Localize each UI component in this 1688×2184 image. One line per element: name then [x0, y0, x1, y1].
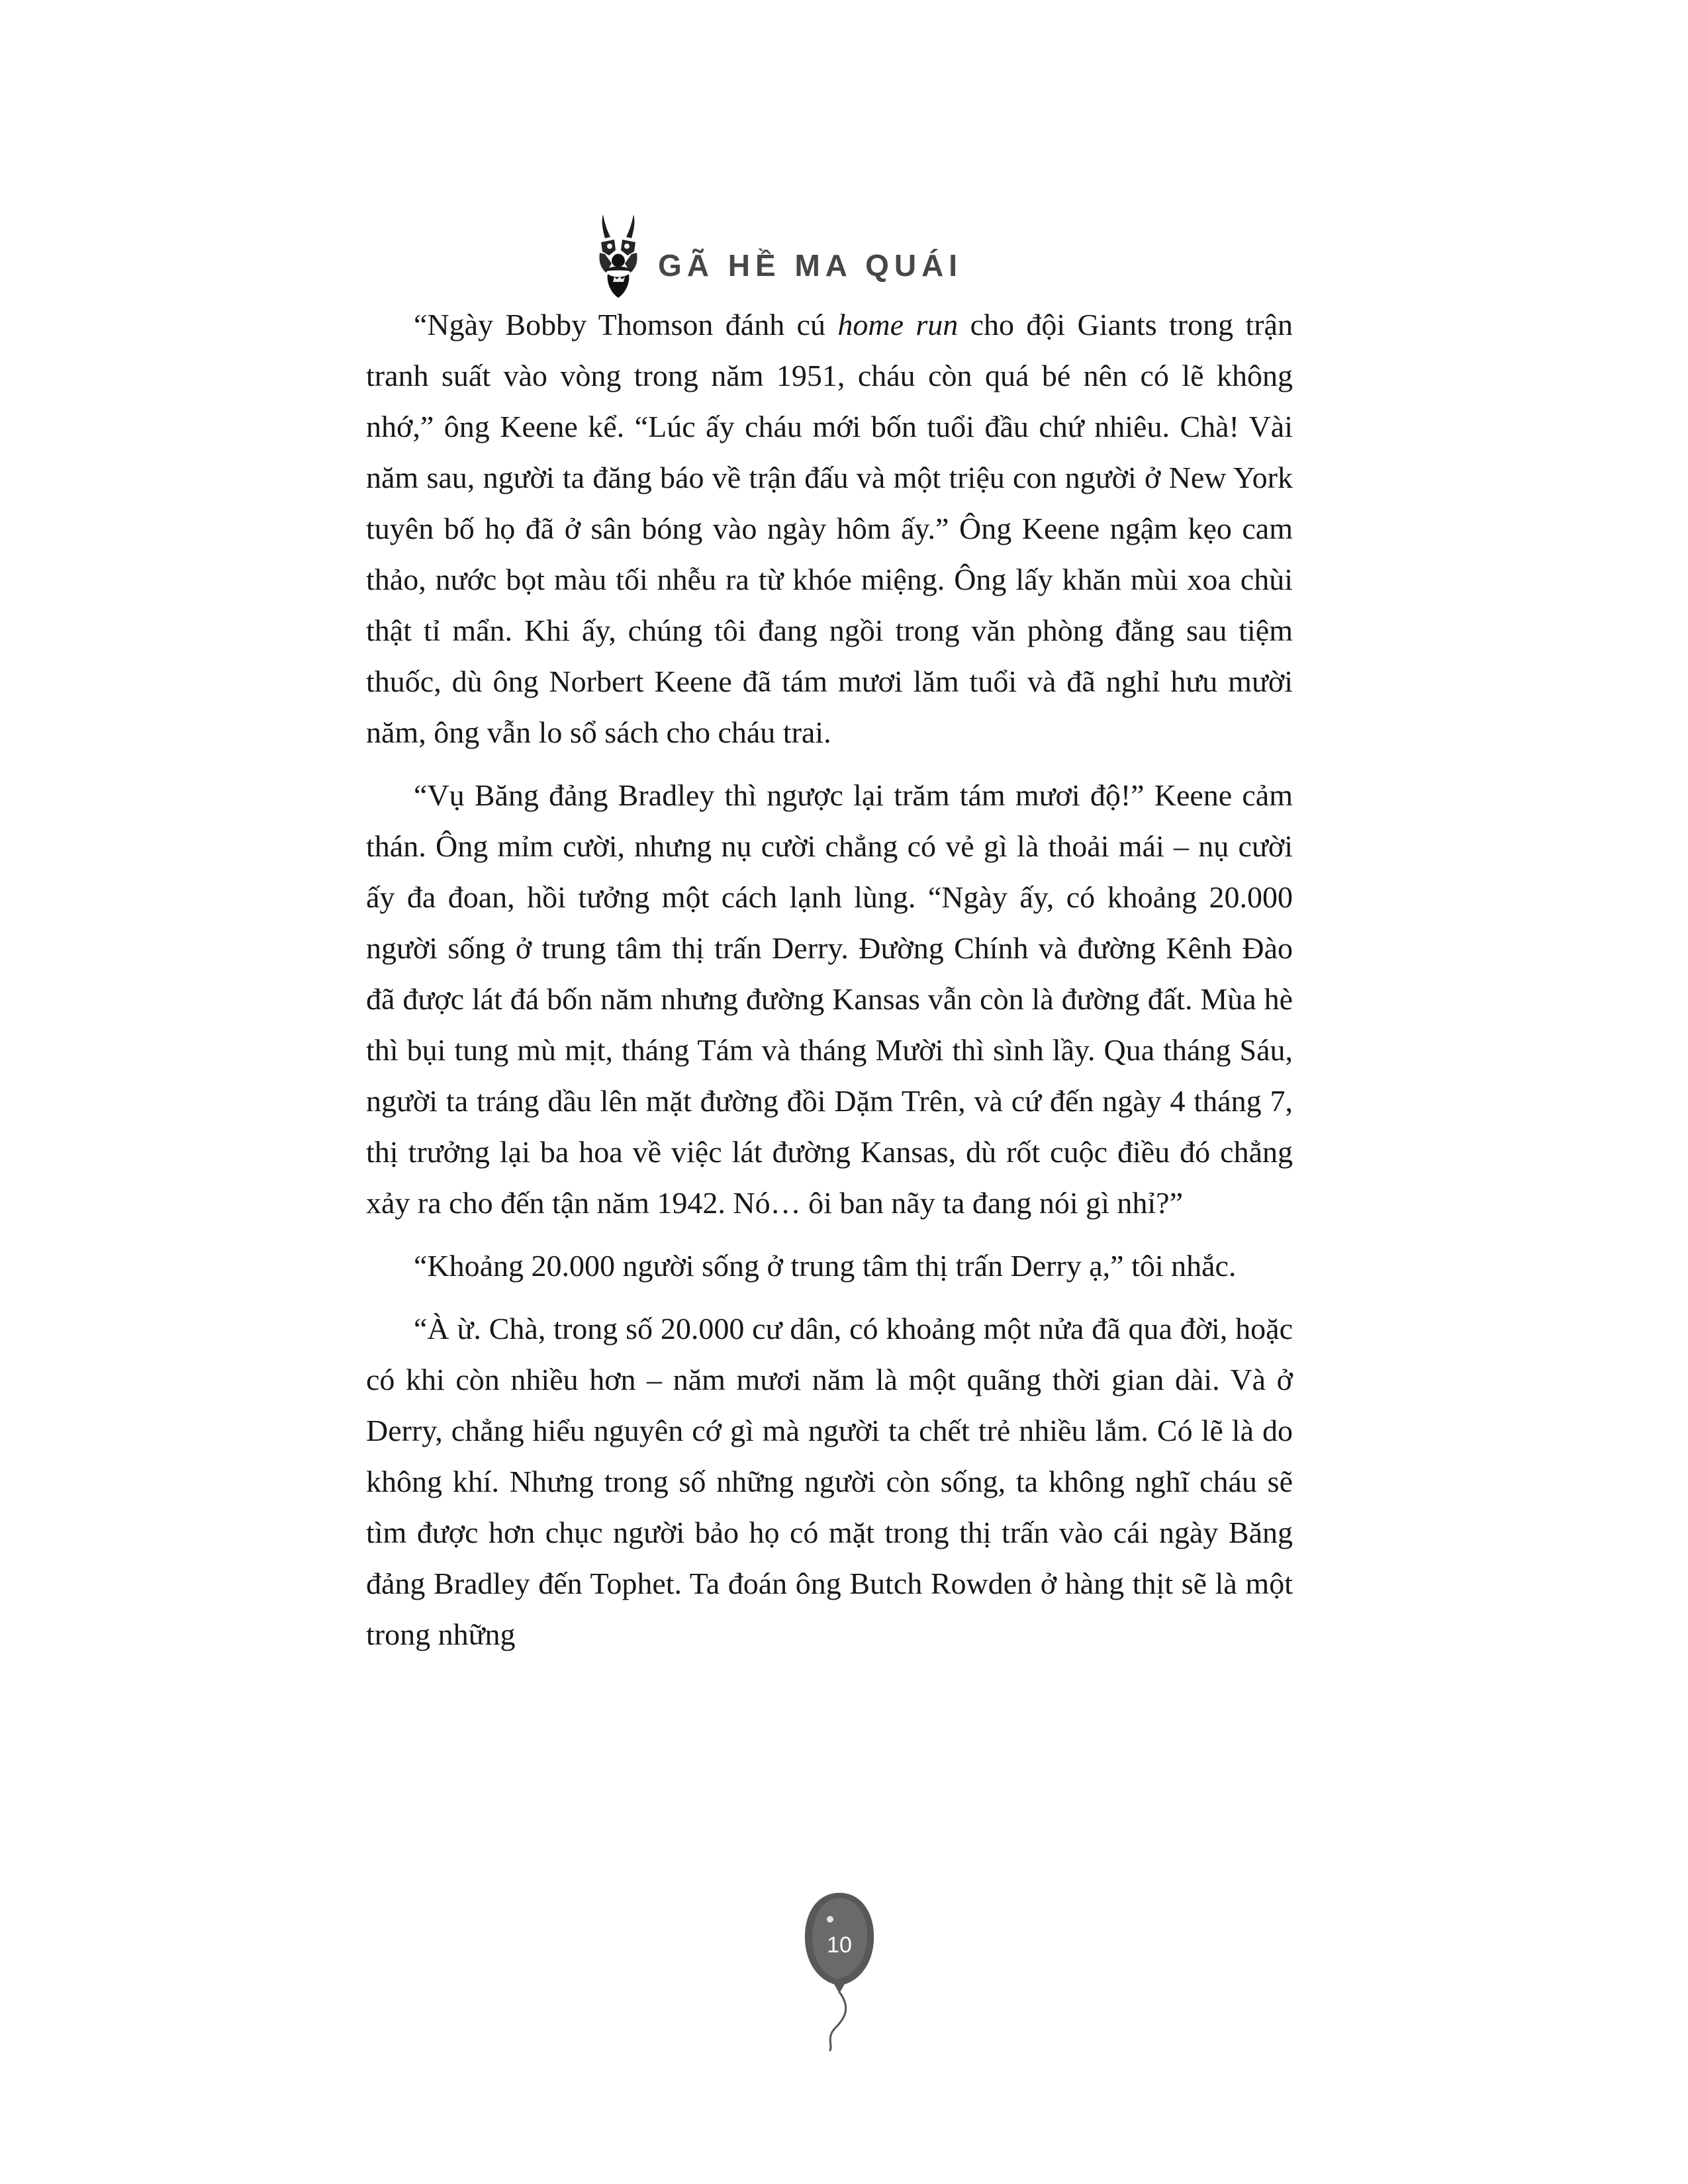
text-run: “Khoảng 20.000 người sống ở trung tâm thị trấn Derry ạ,” tôi nhắc. — [414, 1249, 1237, 1283]
page-number-balloon — [796, 1885, 883, 2052]
balloon-icon — [796, 1885, 883, 2052]
chapter-header — [596, 213, 962, 302]
paragraph — [366, 1240, 1293, 1291]
body-text — [366, 299, 1293, 1672]
text-run: “À ừ. Chà, trong số 20.000 cư dân, có khoảng một nửa đã qua đời, hoặc có khi còn nhiều hơn – năm mươi năm là một quãng thời gian dài. Và ở Derry, chẳng hiểu nguyên cớ gì mà người ta chết trẻ nhiều lắm. Có lẽ là do không khí. Nhưng trong số những người còn sống, ta không nghĩ cháu sẽ tìm được hơn chục người bảo họ có mặt trong thị trấn vào cái ngày Băng đảng Bradley đến Tophet. Ta đoán ông Butch Rowden ở hàng thịt sẽ là một trong những — [366, 1312, 1293, 1651]
clown-icon — [596, 213, 641, 302]
text-run: “Ngày Bobby Thomson đánh cú — [414, 308, 838, 341]
paragraph — [366, 299, 1293, 758]
text-run: “Vụ Băng đảng Bradley thì ngược lại trăm tám mươi độ!” Keene cảm thán. Ông mỉm cười, nhưng nụ cười chẳng có vẻ gì là thoải mái – nụ cười ấy đa đoan, hồi tưởng một cách lạnh lùng. “Ngày ấy, có khoảng 20.000 người sống ở trung tâm thị trấn Derry. Đường Chính và đường Kênh Đào đã được lát đá bốn năm nhưng đường Kansas vẫn còn là đường đất. Mùa hè thì bụi tung mù mịt, tháng Tám và tháng Mười thì sình lầy. Qua tháng Sáu, người ta tráng dầu lên mặt đường đồi Dặm Trên, và cứ đến ngày 4 tháng 7, thị trưởng lại ba hoa về việc lát đường Kansas, dù rốt cuộc điều đó chẳng xảy ra cho đến tận năm 1942. Nó… ôi ban nãy ta đang nói gì nhỉ?” — [366, 778, 1293, 1220]
italic-text: home run — [837, 308, 959, 341]
text-run: cho đội Giants trong trận tranh suất vào vòng trong năm 1951, cháu còn quá bé nên có lẽ không nhớ,” ông Keene kể. “Lúc ấy cháu mới bốn tuổi đầu chứ nhiêu. Chà! Vài năm sau, người ta đăng báo về trận đấu và một triệu con người ở New York tuyên bố họ đã ở sân bóng vào ngày hôm ấy.” Ông Keene ngậm kẹo cam thảo, nước bọt màu tối nhễu ra từ khóe miệng. Ông lấy khăn mùi xoa chùi thật tỉ mẩn. Khi ấy, chúng tôi đang ngồi trong văn phòng đằng sau tiệm thuốc, dù ông Norbert Keene đã tám mươi lăm tuổi và đã nghỉ hưu mười năm, ông vẫn lo sổ sách cho cháu trai. — [366, 308, 1293, 749]
page-number: 10 — [827, 1933, 852, 1958]
paragraph — [366, 1303, 1293, 1660]
book-title: GÃ HỀ MA QUÁI — [658, 248, 963, 283]
paragraph — [366, 770, 1293, 1228]
